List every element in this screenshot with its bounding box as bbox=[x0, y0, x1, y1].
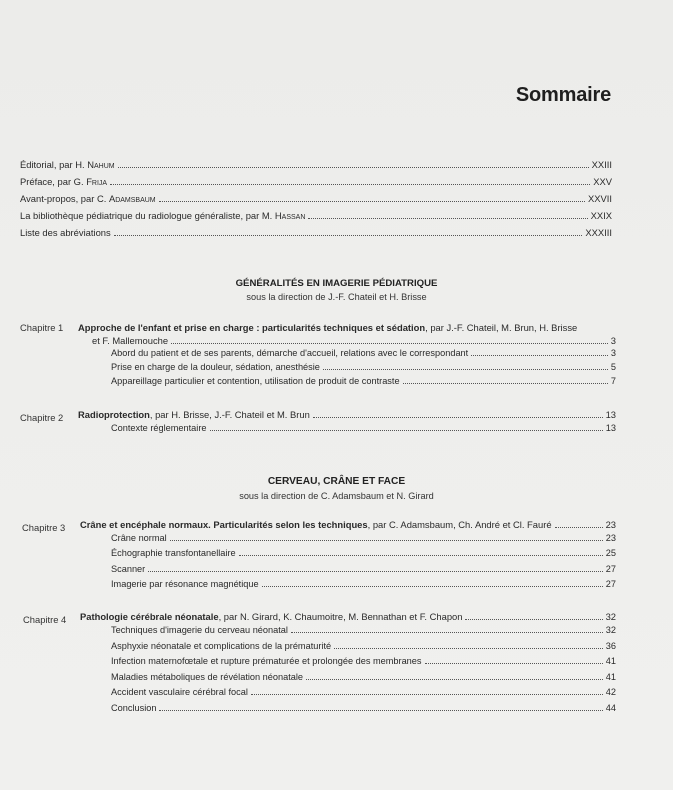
dot-leader bbox=[118, 167, 589, 168]
page-number: 5 bbox=[610, 362, 616, 372]
dot-leader bbox=[306, 679, 603, 680]
dot-leader bbox=[251, 694, 603, 695]
chapter-title: Crâne et encéphale normaux. Particularités selon les techniques bbox=[80, 519, 368, 530]
page-number: XXVII bbox=[588, 193, 612, 204]
page-number: 44 bbox=[605, 703, 616, 713]
dot-leader bbox=[170, 540, 603, 541]
dot-leader bbox=[308, 218, 587, 219]
dot-leader bbox=[334, 648, 603, 649]
toc-entry-abreviations[interactable] bbox=[20, 227, 612, 238]
toc-subentry[interactable]: Asphyxie néonatale et complications de la prématurité 36 bbox=[111, 641, 616, 651]
page-number: 32 bbox=[605, 625, 616, 635]
dot-leader bbox=[262, 586, 603, 587]
dot-leader bbox=[471, 355, 608, 356]
toc-subentry[interactable]: Imagerie par résonance magnétique 27 bbox=[111, 579, 616, 589]
dot-leader bbox=[323, 369, 608, 370]
page-number: XXXIII bbox=[585, 227, 612, 238]
dot-leader bbox=[159, 201, 585, 202]
page-title: Sommaire bbox=[515, 84, 611, 106]
page-number: 13 bbox=[605, 423, 616, 433]
page-number: 13 bbox=[605, 409, 616, 420]
page-number: 41 bbox=[605, 672, 616, 682]
chapter-authors-cont: et F. Mallemouche bbox=[92, 335, 169, 346]
page-number: 23 bbox=[605, 519, 616, 530]
toc-entry-editorial[interactable] bbox=[20, 159, 612, 170]
dot-leader bbox=[148, 571, 603, 572]
chapter-authors: , par C. Adamsbaum, Ch. André et Cl. Fauré bbox=[367, 519, 552, 530]
entry-label: Liste des abréviations bbox=[20, 227, 111, 238]
chapter-authors: , par J.-F. Chateil, M. Brun, H. Brisse bbox=[425, 322, 578, 333]
toc-entry-avant-propos[interactable] bbox=[20, 193, 612, 204]
page-number: 41 bbox=[605, 656, 616, 666]
entry-label: Avant-propos, par C. Adamsbaum bbox=[20, 193, 156, 204]
section-heading: GÉNÉRALITÉS EN IMAGERIE PÉDIATRIQUE bbox=[235, 278, 438, 289]
entry-label: Éditorial, par H. Nahum bbox=[20, 159, 115, 170]
page-number: 23 bbox=[605, 533, 616, 543]
entry-label: Préface, par G. Frija bbox=[20, 176, 108, 187]
toc-subentry[interactable]: Maladies métaboliques de révélation néonatale 41 bbox=[111, 672, 616, 682]
toc-subentry[interactable]: Techniques d'imagerie du cerveau néonatal 32 bbox=[111, 625, 616, 635]
toc-subentry[interactable]: Conclusion 44 bbox=[111, 703, 616, 713]
chapter-4-title-line[interactable] bbox=[80, 611, 616, 622]
chapter-1-title-line[interactable] bbox=[78, 322, 618, 333]
dot-leader bbox=[313, 417, 603, 418]
toc-subentry[interactable]: Infection maternofœtale et rupture prématurée et prolongée des membranes 41 bbox=[111, 656, 616, 666]
toc-subentry[interactable]: Échographie transfontanellaire 25 bbox=[111, 548, 616, 558]
dot-leader bbox=[291, 632, 603, 633]
toc-subentry[interactable]: Prise en charge de la douleur, sédation, anesthésie 5 bbox=[111, 362, 616, 372]
toc-entry-preface[interactable] bbox=[20, 176, 612, 187]
dot-leader bbox=[110, 184, 590, 185]
chapter-title: Pathologie cérébrale néonatale bbox=[80, 611, 219, 622]
toc-subentry[interactable]: Abord du patient et de ses parents, démarche d'accueil, relations avec le correspondant 3 bbox=[111, 348, 616, 358]
chapter-label: Chapitre 3 bbox=[22, 522, 66, 533]
dot-leader bbox=[239, 555, 603, 556]
chapter-title: Radioprotection bbox=[78, 409, 150, 420]
chapter-label: Chapitre 1 bbox=[20, 322, 64, 333]
dot-leader bbox=[465, 619, 602, 620]
dot-leader bbox=[171, 343, 608, 344]
chapter-label: Chapitre 4 bbox=[23, 614, 67, 625]
chapter-authors: , par N. Girard, K. Chaumoitre, M. Bennathan et F. Chapon bbox=[218, 611, 463, 622]
chapter-1-title-cont[interactable] bbox=[92, 335, 616, 346]
section-direction: sous la direction de C. Adamsbaum et N. Girard bbox=[239, 491, 434, 501]
dot-leader bbox=[555, 527, 603, 528]
page-number: 36 bbox=[605, 641, 616, 651]
chapter-label: Chapitre 2 bbox=[20, 412, 64, 423]
page-number: 3 bbox=[610, 335, 616, 346]
section-heading: CERVEAU, CRÂNE ET FACE bbox=[267, 476, 406, 487]
chapter-2-title-line[interactable] bbox=[78, 409, 616, 420]
page-number: 32 bbox=[605, 611, 616, 622]
toc-subentry[interactable]: Contexte réglementaire 13 bbox=[111, 423, 616, 433]
dot-leader bbox=[210, 430, 603, 431]
chapter-title: Approche de l'enfant et prise en charge : particularités techniques et sédation bbox=[78, 322, 426, 333]
page-number: 3 bbox=[610, 348, 616, 358]
chapter-authors: , par H. Brisse, J.-F. Chateil et M. Brun bbox=[149, 409, 310, 420]
toc-subentry[interactable]: Scanner 27 bbox=[111, 564, 616, 574]
chapter-3-title-line[interactable] bbox=[80, 519, 616, 530]
page-number: 27 bbox=[605, 564, 616, 574]
dot-leader bbox=[159, 710, 602, 711]
toc-subentry[interactable]: Accident vasculaire cérébral focal 42 bbox=[111, 687, 616, 697]
dot-leader bbox=[425, 663, 603, 664]
page-number: XXIX bbox=[590, 210, 612, 221]
page-number: 25 bbox=[605, 548, 616, 558]
page-number: XXV bbox=[593, 176, 612, 187]
page-number: 42 bbox=[605, 687, 616, 697]
toc-entry-bibliotheque[interactable] bbox=[20, 210, 612, 221]
page-number: 27 bbox=[605, 579, 616, 589]
section-direction: sous la direction de J.-F. Chateil et H. Brisse bbox=[246, 292, 427, 302]
dot-leader bbox=[403, 383, 608, 384]
entry-label: La bibliothèque pédiatrique du radiologue généraliste, par M. Hassan bbox=[20, 210, 306, 221]
page-number: 7 bbox=[610, 376, 616, 386]
page-number: XXIII bbox=[591, 159, 612, 170]
toc-subentry[interactable]: Crâne normal 23 bbox=[111, 533, 616, 543]
toc-subentry[interactable]: Appareillage particulier et contention, utilisation de produit de contraste 7 bbox=[111, 376, 616, 386]
dot-leader bbox=[114, 235, 583, 236]
